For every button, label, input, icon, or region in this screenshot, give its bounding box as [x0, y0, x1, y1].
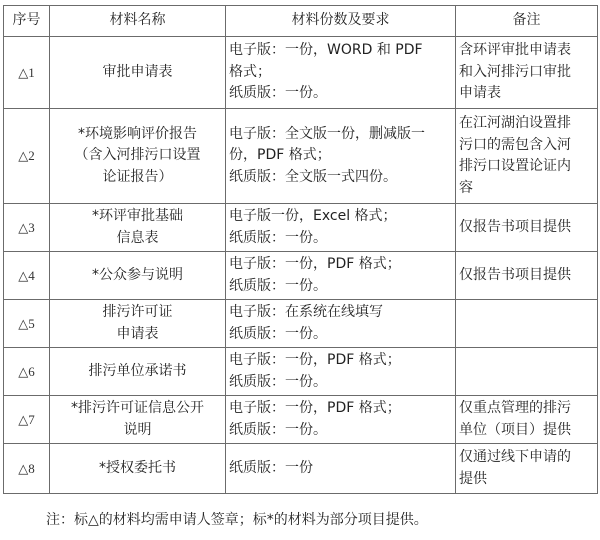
- text-line: 电子版：一份，PDF 格式；: [229, 400, 401, 416]
- row-number: △1: [4, 37, 50, 109]
- copies-requirements: [226, 109, 456, 204]
- footnote: 注：标△的材料均需申请人签章；标*的材料为部分项目提供。: [46, 512, 428, 528]
- remarks: [456, 204, 598, 252]
- text-line: （含入河排污口设置: [74, 147, 201, 164]
- header-remarks: 备注: [456, 6, 598, 37]
- copies-requirements: [226, 37, 456, 109]
- materials-table: [3, 5, 598, 494]
- table-row: [4, 300, 598, 348]
- text-line: 申请表: [116, 325, 159, 342]
- text-line: 电子版：在系统在线填写: [229, 304, 383, 320]
- table-header-row: [4, 6, 598, 37]
- row-number: △4: [4, 252, 50, 300]
- row-number: △7: [4, 396, 50, 444]
- text-line: 污口的需包含入河: [459, 136, 571, 153]
- copies-requirements: [226, 300, 456, 348]
- material-name: [50, 444, 226, 494]
- text-line: 仅报告书项目提供: [459, 266, 571, 283]
- material-name: [50, 252, 226, 300]
- text-line: 纸质版：一份。: [229, 277, 327, 294]
- text-line: 纸质版：一份。: [229, 373, 327, 390]
- copies-requirements: [226, 444, 456, 494]
- remarks: [456, 252, 598, 300]
- text-line: 份，PDF 格式；: [229, 147, 331, 164]
- text-line: 排污许可证: [102, 304, 173, 320]
- header-number: 序号: [4, 6, 50, 37]
- row-number: △6: [4, 348, 50, 396]
- text-line: 电子版：全文版一份，删减版一: [229, 125, 425, 142]
- text-line: 说明: [123, 421, 152, 438]
- text-line: *公众参与说明: [92, 266, 183, 283]
- material-name: [50, 348, 226, 396]
- text-line: *授权委托书: [99, 459, 176, 476]
- material-name: [50, 204, 226, 252]
- text-line: 格式；: [229, 63, 271, 80]
- text-line: 电子版一份，Excel 格式；: [229, 208, 397, 224]
- text-line: 纸质版：全文版一式四份。: [229, 168, 397, 185]
- text-line: *环评审批基础: [92, 208, 183, 224]
- text-line: 排污单位承诺书: [88, 362, 187, 379]
- text-line: 电子版：一份，WORD 和 PDF: [229, 42, 423, 59]
- table-row: [4, 348, 598, 396]
- header-copies-requirements: 材料份数及要求: [226, 6, 456, 37]
- text-line: 仅报告书项目提供: [459, 218, 571, 235]
- text-line: 仅通过线下申请的: [459, 449, 571, 465]
- text-line: 信息表: [116, 229, 159, 246]
- text-line: 仅重点管理的排污: [459, 400, 571, 416]
- table-row: [4, 204, 598, 252]
- material-name: [50, 300, 226, 348]
- text-line: 和入河排污口审批: [459, 63, 571, 80]
- text-line: 单位（项目）提供: [459, 421, 571, 438]
- text-line: 纸质版：一份: [229, 459, 313, 476]
- remarks: [456, 396, 598, 444]
- table-row: [4, 252, 598, 300]
- remarks: [456, 109, 598, 204]
- copies-requirements: [226, 396, 456, 444]
- text-line: 论证报告）: [102, 168, 173, 185]
- text-line: 在江河湖泊设置排: [459, 115, 571, 131]
- text-line: 纸质版：一份。: [229, 421, 327, 438]
- text-line: *排污许可证信息公开: [71, 400, 204, 416]
- text-line: *环境影响评价报告: [78, 125, 197, 142]
- text-line: 含环评审批申请表: [459, 42, 571, 59]
- table-row: [4, 109, 598, 204]
- text-line: 提供: [459, 470, 487, 487]
- remarks: [456, 300, 598, 348]
- row-number: △3: [4, 204, 50, 252]
- row-number: △5: [4, 300, 50, 348]
- text-line: 纸质版：一份。: [229, 229, 327, 246]
- material-name: [50, 109, 226, 204]
- copies-requirements: [226, 348, 456, 396]
- copies-requirements: [226, 204, 456, 252]
- header-material-name: 材料名称: [50, 6, 226, 37]
- row-number: △2: [4, 109, 50, 204]
- text-line: 纸质版：一份。: [229, 85, 327, 102]
- table-row: [4, 37, 598, 109]
- text-line: 排污口设置论证内: [459, 158, 571, 174]
- text-line: 电子版：一份，PDF 格式；: [229, 352, 401, 368]
- copies-requirements: [226, 252, 456, 300]
- text-line: 申请表: [459, 85, 501, 102]
- table-row: [4, 396, 598, 444]
- remarks: [456, 348, 598, 396]
- text-line: 容: [459, 179, 473, 196]
- text-line: 审批申请表: [102, 63, 173, 80]
- table-row: [4, 444, 598, 494]
- row-number: △8: [4, 444, 50, 494]
- remarks: [456, 444, 598, 494]
- remarks: [456, 37, 598, 109]
- text-line: 纸质版：一份。: [229, 325, 327, 342]
- text-line: 电子版：一份，PDF 格式；: [229, 256, 401, 272]
- material-name: [50, 396, 226, 444]
- material-name: [50, 37, 226, 109]
